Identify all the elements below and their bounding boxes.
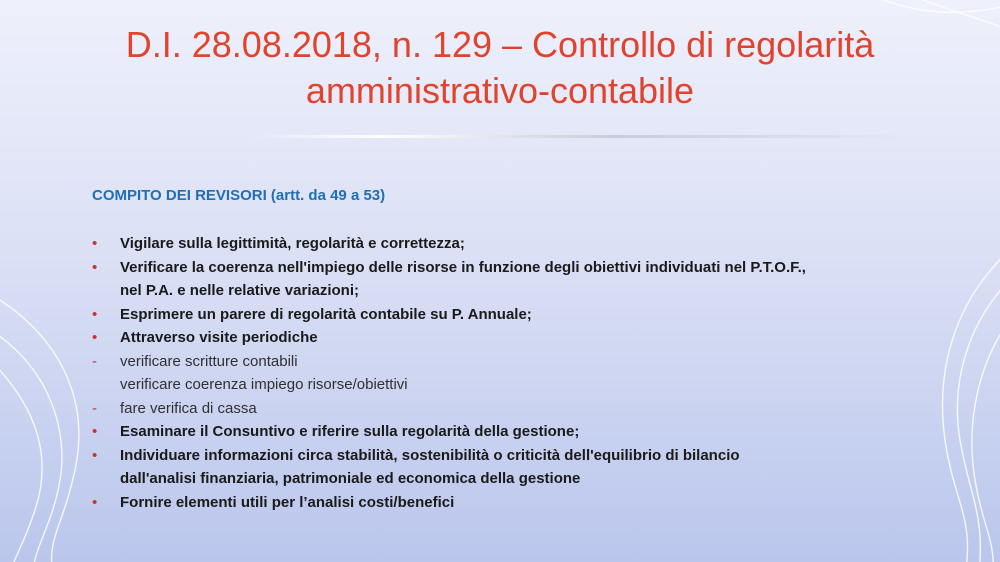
slide-title: [40, 22, 960, 114]
list-item: [92, 232, 932, 256]
title-divider: [250, 135, 910, 138]
list-item: [92, 397, 932, 421]
list-item-text: Esprimere un parere di regolarità contabile su P. Annuale;: [120, 305, 532, 323]
duties-list: [92, 232, 932, 514]
list-item: [92, 303, 932, 327]
list-item-text: Individuare informazioni circa stabilità, sostenibilità o criticità dell'equilibrio di bilancio: [120, 446, 740, 464]
dash-marker: -: [92, 399, 97, 417]
list-item-continuation: verificare coerenza impiego risorse/obiettivi: [120, 376, 408, 393]
list-item: [92, 350, 932, 397]
list-item-text: Verificare la coerenza nell'impiego delle risorse in funzione degli obiettivi individuati nel P.T.O.F.,: [120, 258, 806, 276]
list-item-text: fare verifica di cassa: [120, 399, 257, 417]
list-item-continuation: dall'analisi finanziaria, patrimoniale ed economica della gestione: [120, 470, 581, 487]
list-item: [92, 420, 932, 444]
slide-title-line-2: amministrativo-contabile: [305, 70, 695, 111]
list-item: [92, 326, 932, 350]
list-item-text: Fornire elementi utili per l’analisi costi/benefici: [120, 493, 455, 511]
list-item: [92, 444, 932, 491]
bullet-marker: •: [92, 493, 98, 511]
list-item-text: Attraverso visite periodiche: [120, 329, 318, 346]
bullet-marker: •: [92, 423, 98, 440]
list-item-text: verificare scritture contabili: [120, 352, 298, 370]
slide-title-line-1: D.I. 28.08.2018, n. 129 – Controllo di regolarità: [125, 24, 875, 65]
list-item-text: Vigilare sulla legittimità, regolarità e correttezza;: [120, 235, 465, 252]
list-item: [92, 491, 932, 515]
bullet-marker: •: [92, 235, 98, 252]
list-item-text: Esaminare il Consuntivo e riferire sulla regolarità della gestione;: [120, 423, 580, 440]
slide-body: [92, 184, 932, 514]
section-heading: COMPITO DEI REVISORI (artt. da 49 a 53): [92, 187, 386, 204]
dash-marker: -: [92, 352, 97, 370]
list-item-continuation: nel P.A. e nelle relative variazioni;: [120, 282, 359, 299]
spacer: [92, 208, 932, 232]
bullet-marker: •: [92, 305, 98, 323]
bullet-marker: •: [92, 329, 98, 346]
list-item: [92, 256, 932, 303]
bullet-marker: •: [92, 446, 98, 464]
bullet-marker: •: [92, 258, 98, 276]
